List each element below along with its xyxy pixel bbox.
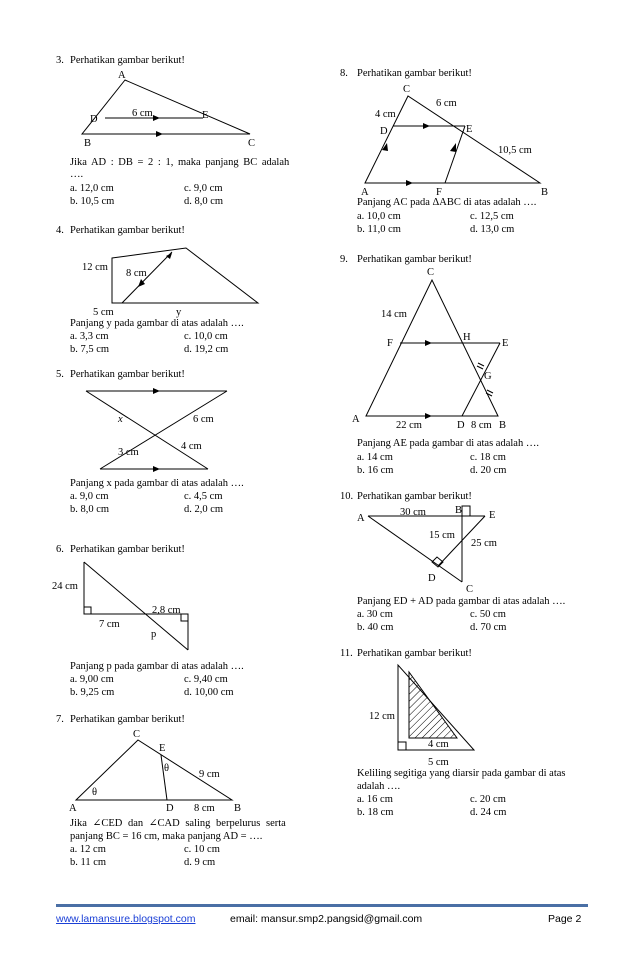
label-A: A (357, 513, 365, 524)
label-9cm: 9 cm (199, 769, 220, 780)
option-a: a. 12,0 cm (70, 183, 114, 194)
option-b: b. 9,25 cm (70, 687, 115, 698)
label-C: C (133, 729, 141, 740)
label-E: E (202, 110, 209, 121)
label-x: x (118, 414, 123, 425)
option-d: d. 20 cm (470, 465, 507, 476)
option-a: a. 9,0 cm (70, 491, 109, 502)
label-3cm: 3 cm (118, 447, 139, 458)
label-D: D (166, 803, 174, 814)
label-E: E (502, 338, 509, 349)
label-15cm: 15 cm (429, 530, 455, 541)
footer-page-number: Page 2 (548, 913, 582, 925)
question-number: 11. (340, 648, 353, 659)
label-theta-E: θ (164, 763, 170, 774)
label-6cm: 6 cm (193, 414, 214, 425)
label-A: A (69, 803, 77, 814)
option-b: b. 11,0 cm (357, 224, 401, 235)
question-number: 7. (56, 714, 64, 725)
label-E: E (159, 743, 166, 754)
option-d: d. 13,0 cm (470, 224, 515, 235)
label-7cm: 7 cm (99, 619, 120, 630)
option-a: a. 10,0 cm (357, 211, 401, 222)
label-6cm: 6 cm (436, 98, 457, 109)
question-prompt: Perhatikan gambar berikut! (70, 225, 185, 236)
option-b: b. 40 cm (357, 622, 394, 633)
question-number: 5. (56, 369, 64, 380)
question-prompt: Perhatikan gambar berikut! (357, 254, 472, 265)
label-A: A (118, 70, 126, 81)
option-a: a. 3,3 cm (70, 331, 109, 342)
footer-email: email: mansur.smp2.pangsid@gmail.com (230, 913, 423, 925)
question-prompt: Perhatikan gambar berikut! (357, 491, 472, 502)
option-c: c. 4,5 cm (184, 491, 223, 502)
option-d: d. 10,00 cm (184, 687, 234, 698)
label-D: D (428, 573, 436, 584)
label-y: y (176, 307, 182, 318)
label-de: 6 cm (132, 108, 153, 119)
option-b: b. 7,5 cm (70, 344, 110, 355)
option-b: b. 16 cm (357, 465, 394, 476)
question-line-2: adalah …. (357, 781, 401, 792)
label-8cm: 8 cm (126, 268, 147, 279)
label-10-5cm: 10,5 cm (498, 145, 532, 156)
label-p: p (151, 629, 157, 640)
label-8cm: 8 cm (471, 420, 492, 431)
label-25cm: 25 cm (471, 538, 497, 549)
label-A: A (352, 414, 360, 425)
option-c: c. 18 cm (470, 452, 506, 463)
label-2-8cm: 2,8 cm (152, 605, 181, 616)
label-D: D (380, 126, 388, 137)
label-theta-A: θ (92, 787, 98, 798)
option-d: d. 2,0 cm (184, 504, 224, 515)
question-line-1: Keliling segitiga yang diarsir pada gambar di atas (357, 768, 566, 779)
question-text: Panjang AE pada gambar di atas adalah …. (357, 438, 539, 449)
question-number: 8. (340, 68, 348, 79)
option-c: c. 20 cm (470, 794, 506, 805)
option-c: c. 12,5 cm (470, 211, 514, 222)
question-prompt: Perhatikan gambar berikut! (357, 68, 472, 79)
question-prompt: Perhatikan gambar berikut! (70, 544, 185, 555)
label-4cm: 4 cm (181, 441, 202, 452)
question-number: 6. (56, 544, 64, 555)
option-b: b. 10,5 cm (70, 196, 115, 207)
label-C: C (403, 84, 411, 95)
option-a: a. 9,00 cm (70, 674, 114, 685)
footer-rule (56, 904, 588, 907)
option-a: a. 14 cm (357, 452, 393, 463)
label-D: D (457, 420, 465, 431)
question-prompt: Perhatikan gambar berikut! (70, 714, 185, 725)
label-22cm: 22 cm (396, 420, 422, 431)
option-c: c. 50 cm (470, 609, 506, 620)
label-12cm: 12 cm (369, 711, 395, 722)
label-14cm: 14 cm (381, 309, 407, 320)
label-A: A (361, 187, 369, 198)
label-5cm: 5 cm (93, 307, 114, 318)
label-F: F (387, 338, 393, 349)
option-c: c. 9,0 cm (184, 183, 223, 194)
option-b: b. 18 cm (357, 807, 394, 818)
label-30cm: 30 cm (400, 507, 426, 518)
label-E: E (489, 510, 496, 521)
label-C: C (466, 584, 474, 595)
question-number: 10. (340, 491, 354, 502)
option-c: c. 10 cm (184, 844, 220, 855)
label-C: C (248, 138, 256, 149)
question-number: 9. (340, 254, 348, 265)
footer-site-link[interactable]: www.lamansure.blogspot.com (56, 913, 196, 925)
label-B: B (541, 187, 549, 198)
option-b: b. 11 cm (70, 857, 107, 868)
question-line-2: panjang BC = 16 cm, maka panjang AD = …. (70, 831, 263, 842)
option-d: d. 70 cm (470, 622, 507, 633)
question-text: Panjang x pada gambar di atas adalah …. (70, 478, 244, 489)
question-dots: …. (70, 169, 84, 180)
label-D: D (90, 114, 98, 125)
label-12cm: 12 cm (82, 262, 108, 273)
question-text: Panjang AC pada ΔABC di atas adalah …. (357, 197, 537, 208)
question-text: Jika AD : DB = 2 : 1, maka panjang BC adalah (70, 157, 290, 168)
option-b: b. 8,0 cm (70, 504, 110, 515)
option-a: a. 12 cm (70, 844, 106, 855)
option-d: d. 19,2 cm (184, 344, 229, 355)
question-prompt: Perhatikan gambar berikut! (70, 369, 185, 380)
question-number: 4. (56, 225, 64, 236)
label-4cm: 4 cm (375, 109, 396, 120)
option-c: c. 10,0 cm (184, 331, 228, 342)
label-8cm: 8 cm (194, 803, 215, 814)
label-C: C (427, 267, 435, 278)
label-F: F (436, 187, 442, 198)
label-4cm: 4 cm (428, 739, 449, 750)
question-line-1: Jika ∠CED dan ∠CAD saling berpelurus serta (70, 818, 286, 829)
option-a: a. 16 cm (357, 794, 393, 805)
label-E: E (466, 124, 473, 135)
option-a: a. 30 cm (357, 609, 393, 620)
question-text: Panjang y pada gambar di atas adalah …. (70, 318, 244, 329)
label-H: H (463, 332, 471, 343)
option-c: c. 9,40 cm (184, 674, 228, 685)
question-text: Panjang ED + AD pada gambar di atas adalah …. (357, 596, 566, 607)
label-24cm: 24 cm (52, 581, 78, 592)
label-5cm: 5 cm (428, 757, 449, 768)
question-text: Panjang p pada gambar di atas adalah …. (70, 661, 244, 672)
label-B: B (455, 505, 463, 516)
option-d: d. 24 cm (470, 807, 507, 818)
label-B: B (234, 803, 242, 814)
question-prompt: Perhatikan gambar berikut! (357, 648, 472, 659)
question-prompt: Perhatikan gambar berikut! (70, 55, 185, 66)
label-B: B (499, 420, 507, 431)
label-G: G (484, 371, 492, 382)
option-d: d. 9 cm (184, 857, 216, 868)
question-number: 3. (56, 55, 64, 66)
option-d: d. 8,0 cm (184, 196, 224, 207)
label-B: B (84, 138, 92, 149)
